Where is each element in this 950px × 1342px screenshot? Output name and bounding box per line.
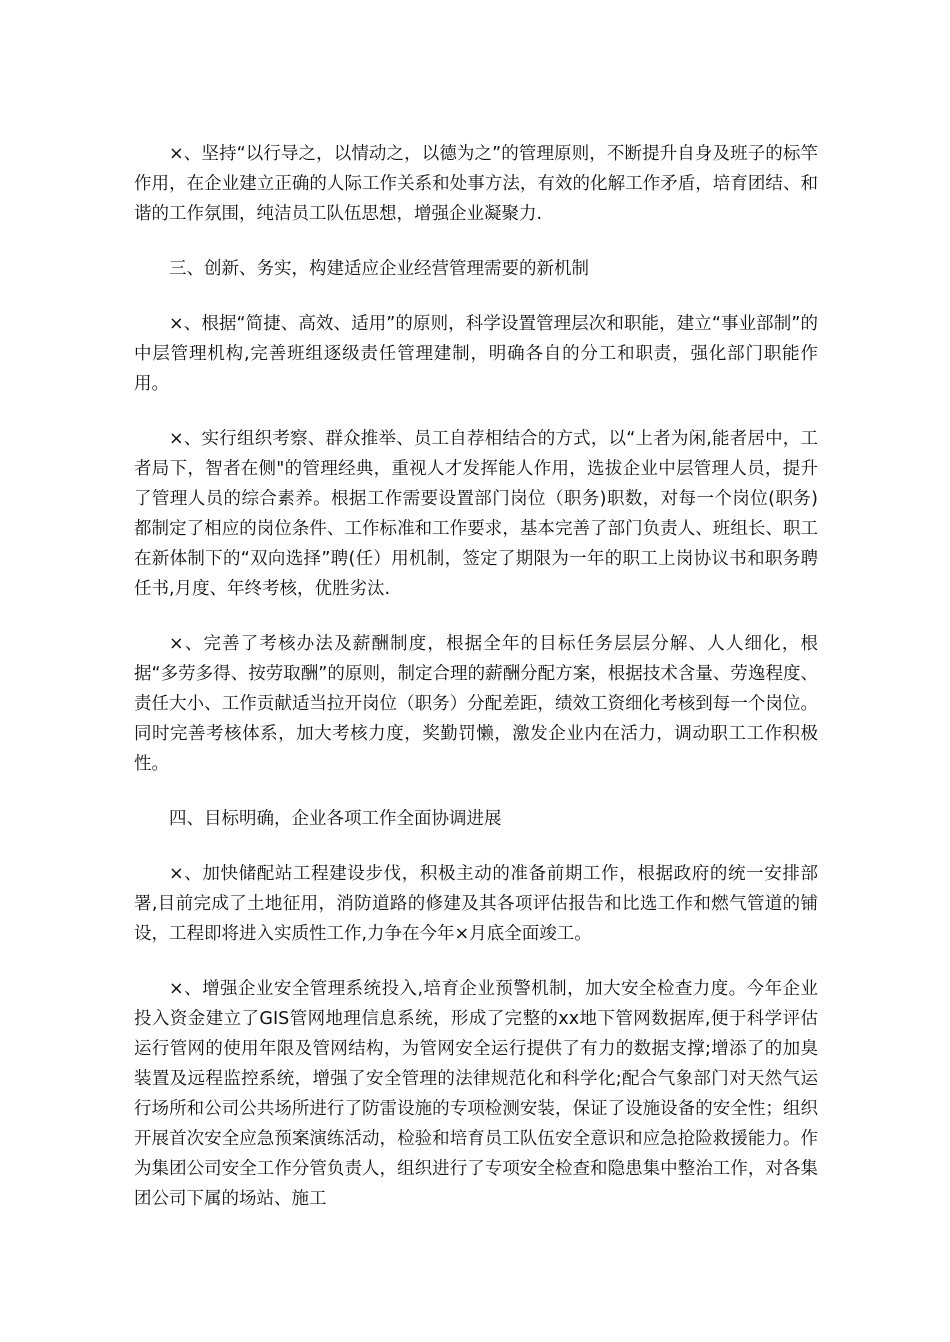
paragraph-safety-management: ×、增强企业安全管理系统投入,培育企业预警机制，加大安全检查力度。今年企业投入资金建立了GIS管网地理信息系统，形成了完整的xx地下管网数据库,便于科学评估运行管网的使用年限及管网结构，为管网安全运行提供了有力的数据支撑;增添了的加臭装置及远程监控系统，增强了安全管理的法律规范化和科学化;配合气象部门对天然气运行场所和公司公共场所进行了防雷设施的专项检测安装，保证了设施设备的安全性；组织开展首次安全应急预案演练活动，检验和培育员工队伍安全意识和应急抢险救援能力。作为集团公司安全工作分管负责人，组织进行了专项安全检查和隐患集中整治工作，对各集团公司下属的场站、施工	[134, 979, 818, 1209]
paragraph-compensation: ×、完善了考核办法及薪酬制度，根据全年的目标任务层层分解、人人细化，根据“多劳多得、按劳取酬”的原则，制定合理的薪酬分配方案，根据技术含量、劳逸程度、责任大小、工作贡献适当拉开岗位（职务）分配差距，绩效工资细化考核到每一个岗位。同时完善考核体系，加大考核力度，奖勤罚懒，激发企业内在活力，调动职工工作积极性。	[134, 634, 818, 774]
document-body	[134, 139, 818, 1239]
paragraph-talent-selection: ×、实行组织考察、群众推举、员工自荐相结合的方式，以“上者为闲,能者居中，工者局下，智者在侧"的管理经典，重视人才发挥能人作用，选拔企业中层管理人员，提升了管理人员的综合素养。根据工作需要设置部门岗位（职务)职数，对每一个岗位(职务)都制定了相应的岗位条件、工作标准和工作要求，基本完善了部门负责人、班组长、职工在新体制下的“双向选择”聘(任）用机制，签定了期限为一年的职工上岗协议书和职务聘任书,月度、年终考核，优胜劣汰.	[134, 429, 818, 599]
section-heading-3: 三、创新、务实，构建适应企业经营管理需要的新机制	[169, 259, 589, 279]
paragraph-division-system: ×、根据“简捷、高效、适用”的原则，科学设置管理层次和职能，建立“事业部制”的中层管理机构,完善班组逐级责任管理建制，明确各自的分工和职责，强化部门职能作用。	[134, 314, 818, 394]
section-heading-4: 四、目标明确，企业各项工作全面协调进展	[169, 809, 502, 829]
paragraph-leadership-principle: ×、坚持“以行导之，以情动之，以德为之”的管理原则，不断提升自身及班子的标竿作用，在企业建立正确的人际工作关系和处事方法，有效的化解工作矛盾，培育团结、和谐的工作氛围，纯洁员工队伍思想，增强企业凝聚力.	[134, 144, 818, 224]
paragraph-station-construction: ×、加快储配站工程建设步伐，积极主动的准备前期工作，根据政府的统一安排部署,目前完成了土地征用，消防道路的修建及其各项评估报告和比选工作和燃气管道的铺设，工程即将进入实质性工作,力争在今年×月底全面竣工。	[134, 864, 818, 944]
